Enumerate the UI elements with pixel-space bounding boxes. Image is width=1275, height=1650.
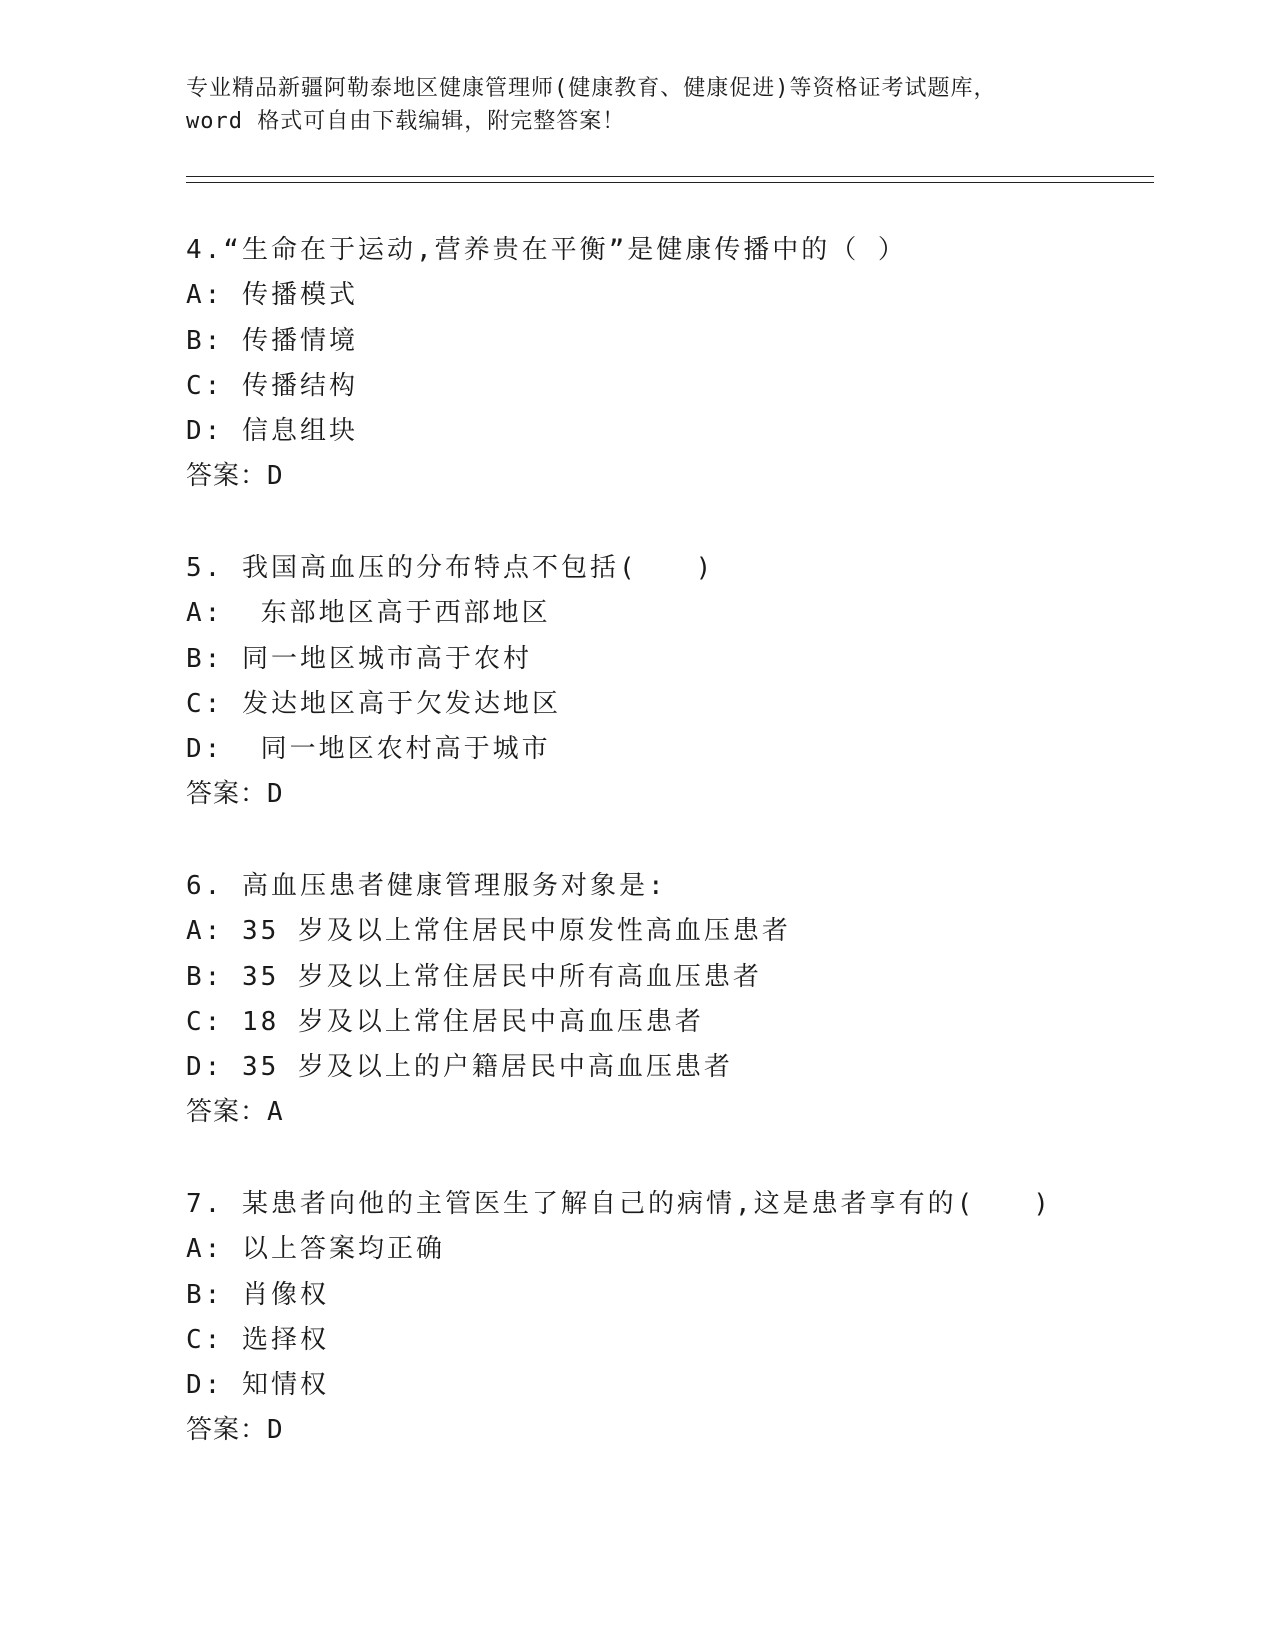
header-line-2: word 格式可自由下载编辑，附完整答案！ [186,109,626,134]
question-6 [186,864,1186,1136]
answer-label: 答案： [186,1097,268,1128]
option-d: D: 35 岁及以上的户籍居民中高血压患者 [186,1052,733,1083]
option-a: A: 传播模式 [186,280,358,311]
option-c: C: 发达地区高于欠发达地区 [186,688,561,719]
option-a: A: 以上答案均正确 [186,1234,445,1265]
option-b: B: 传播情境 [186,325,358,356]
answer-line [186,454,1186,499]
question-stem: 6. 高血压患者健康管理服务对象是: [186,871,667,901]
answer-value: D [267,461,284,492]
header-divider [186,176,1154,183]
answer-line [186,772,1186,817]
answer-value: A [267,1097,284,1128]
question-7 [186,1182,1186,1454]
option-c: C: 选择权 [186,1324,329,1355]
question-stem: 7. 某患者向他的主管医生了解自己的病情,这是患者享有的( ) [186,1189,1052,1219]
question-stem: 5. 我国高血压的分布特点不包括( ) [186,553,715,583]
question-stem: 4.“生命在于运动,营养贵在平衡”是健康传播中的（ ） [186,235,907,265]
question-5 [186,546,1186,818]
option-a: A: 东部地区高于西部地区 [186,598,551,629]
answer-label: 答案： [186,461,268,492]
option-a: A: 35 岁及以上常住居民中原发性高血压患者 [186,916,791,947]
option-c: C: 18 岁及以上常住居民中高血压患者 [186,1006,704,1037]
option-d: D: 知情权 [186,1370,329,1401]
document-header [186,72,1086,138]
header-line-1: 专业精品新疆阿勒泰地区健康管理师(健康教育、健康促进)等资格证考试题库， [186,76,997,101]
answer-label: 答案： [186,1415,268,1446]
question-4 [186,228,1186,500]
answer-label: 答案： [186,779,268,810]
option-b: B: 同一地区城市高于农村 [186,643,532,674]
answer-value: D [267,779,284,810]
option-d: D: 同一地区农村高于城市 [186,734,551,765]
answer-value: D [267,1415,284,1446]
option-b: B: 35 岁及以上常住居民中所有高血压患者 [186,961,762,992]
option-b: B: 肖像权 [186,1279,329,1310]
answer-line [186,1408,1186,1453]
option-d: D: 信息组块 [186,416,358,447]
option-c: C: 传播结构 [186,370,358,401]
answer-line [186,1090,1186,1135]
